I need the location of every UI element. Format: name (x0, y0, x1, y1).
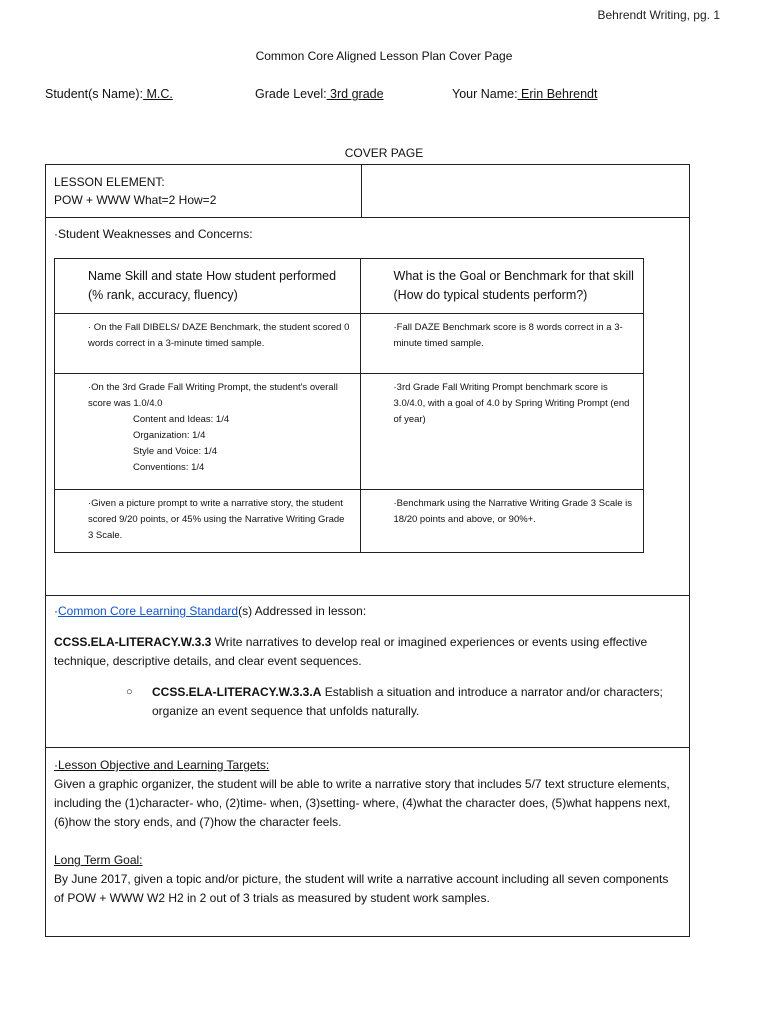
your-name-label: Your Name: (452, 87, 518, 101)
standards-heading (54, 602, 681, 621)
sub-score: Organization: 1/4 (133, 430, 206, 441)
skill-text: ·On the 3rd Grade Fall Writing Prompt, the student's overall score was 1.0/4.0 (88, 382, 338, 409)
long-term-goal-title: Long Term Goal: (54, 853, 143, 867)
long-term-goal-text: By June 2017, given a topic and/or picture, the student will write a narrative account including all seven components of POW + WWW W2 H2 in 2 out of 3 trials as measured by student work samples. (54, 872, 669, 905)
sub-score: Conventions: 1/4 (133, 462, 205, 473)
table-row (55, 374, 644, 490)
standards-heading-suffix: (s) Addressed in lesson: (238, 604, 367, 618)
sub-standard-code: CCSS.ELA-LITERACY.W.3.3.A (152, 685, 322, 699)
student-name-field (45, 87, 173, 101)
skill-cell: · On the Fall DIBELS/ DAZE Benchmark, the student scored 0 words correct in a 3-minute timed sample. (55, 314, 361, 374)
student-name-label: Student(s Name): (45, 87, 143, 101)
main-standard-code: CCSS.ELA-LITERACY.W.3.3 (54, 635, 212, 649)
sub-score: Content and Ideas: 1/4 (133, 414, 230, 425)
objective-section (46, 748, 689, 936)
standards-section (46, 596, 689, 748)
your-name-field (452, 87, 597, 101)
lesson-element-value: POW + WWW What=2 How=2 (54, 193, 217, 207)
your-name-value: Erin Behrendt (517, 87, 598, 101)
sub-score: Style and Voice: 1/4 (133, 446, 217, 457)
sub-standard-text: Establish a situation and introduce a narrator and/or characters; organize an event sequence that unfolds naturally. (152, 685, 663, 718)
weaknesses-section (46, 218, 689, 596)
weaknesses-header-row (55, 259, 644, 314)
weaknesses-table (54, 258, 644, 553)
grade-level-field (255, 87, 384, 101)
cover-page-title: COVER PAGE (344, 146, 424, 160)
goal-column-header: What is the Goal or Benchmark for that skill (How do typical students perform?) (360, 259, 643, 314)
common-core-link[interactable]: Common Core Learning Standard (58, 604, 239, 618)
skill-cell: ·Given a picture prompt to write a narrative story, the student scored 9/20 points, or 45% using the Narrative Writing Grade 3 Scale. (55, 490, 361, 553)
document-title: Common Core Aligned Lesson Plan Cover Page (255, 49, 513, 63)
bullet-dot: · (54, 604, 58, 618)
lesson-element-section (46, 165, 689, 218)
goal-cell: ·Benchmark using the Narrative Writing Grade 3 Scale is 18/20 points and above, or 90%+. (360, 490, 643, 553)
grade-level-label: Grade Level: (255, 87, 327, 101)
table-row (55, 314, 644, 374)
objective-text: Given a graphic organizer, the student will be able to write a narrative story that includes 5/7 text structure elements, including the (1)character- who, (2)time- when, (3)setting- where, (4)what the character does, (5)what happens next, (6)how the story ends, and (7)how the character feels. (54, 777, 671, 829)
circle-bullet-icon: ○ (126, 686, 133, 698)
student-name-value: M.C. (142, 87, 173, 101)
goal-cell: ·3rd Grade Fall Writing Prompt benchmark score is 3.0/4.0, with a goal of 4.0 by Spring Writing Prompt (end of year) (360, 374, 643, 490)
table-row (55, 490, 644, 553)
lesson-element-label: LESSON ELEMENT: (54, 175, 165, 189)
sub-standard (54, 683, 681, 721)
lesson-element-cell (46, 165, 362, 217)
weaknesses-title: ·Student Weaknesses and Concerns: (54, 227, 253, 241)
page-header-label: Behrendt Writing, pg. 1 (597, 8, 720, 22)
main-standard (54, 633, 681, 671)
objective-title: ·Lesson Objective and Learning Targets: (54, 758, 270, 772)
grade-level-value: 3rd grade (326, 87, 384, 101)
goal-cell: ·Fall DAZE Benchmark score is 8 words correct in a 3-minute timed sample. (360, 314, 643, 374)
skill-column-header: Name Skill and state How student performed (% rank, accuracy, fluency) (55, 259, 361, 314)
cover-page-table (45, 164, 690, 937)
skill-cell (55, 374, 361, 490)
main-standard-text: Write narratives to develop real or imagined experiences or events using effective technique, descriptive details, and clear event sequences. (54, 635, 648, 668)
